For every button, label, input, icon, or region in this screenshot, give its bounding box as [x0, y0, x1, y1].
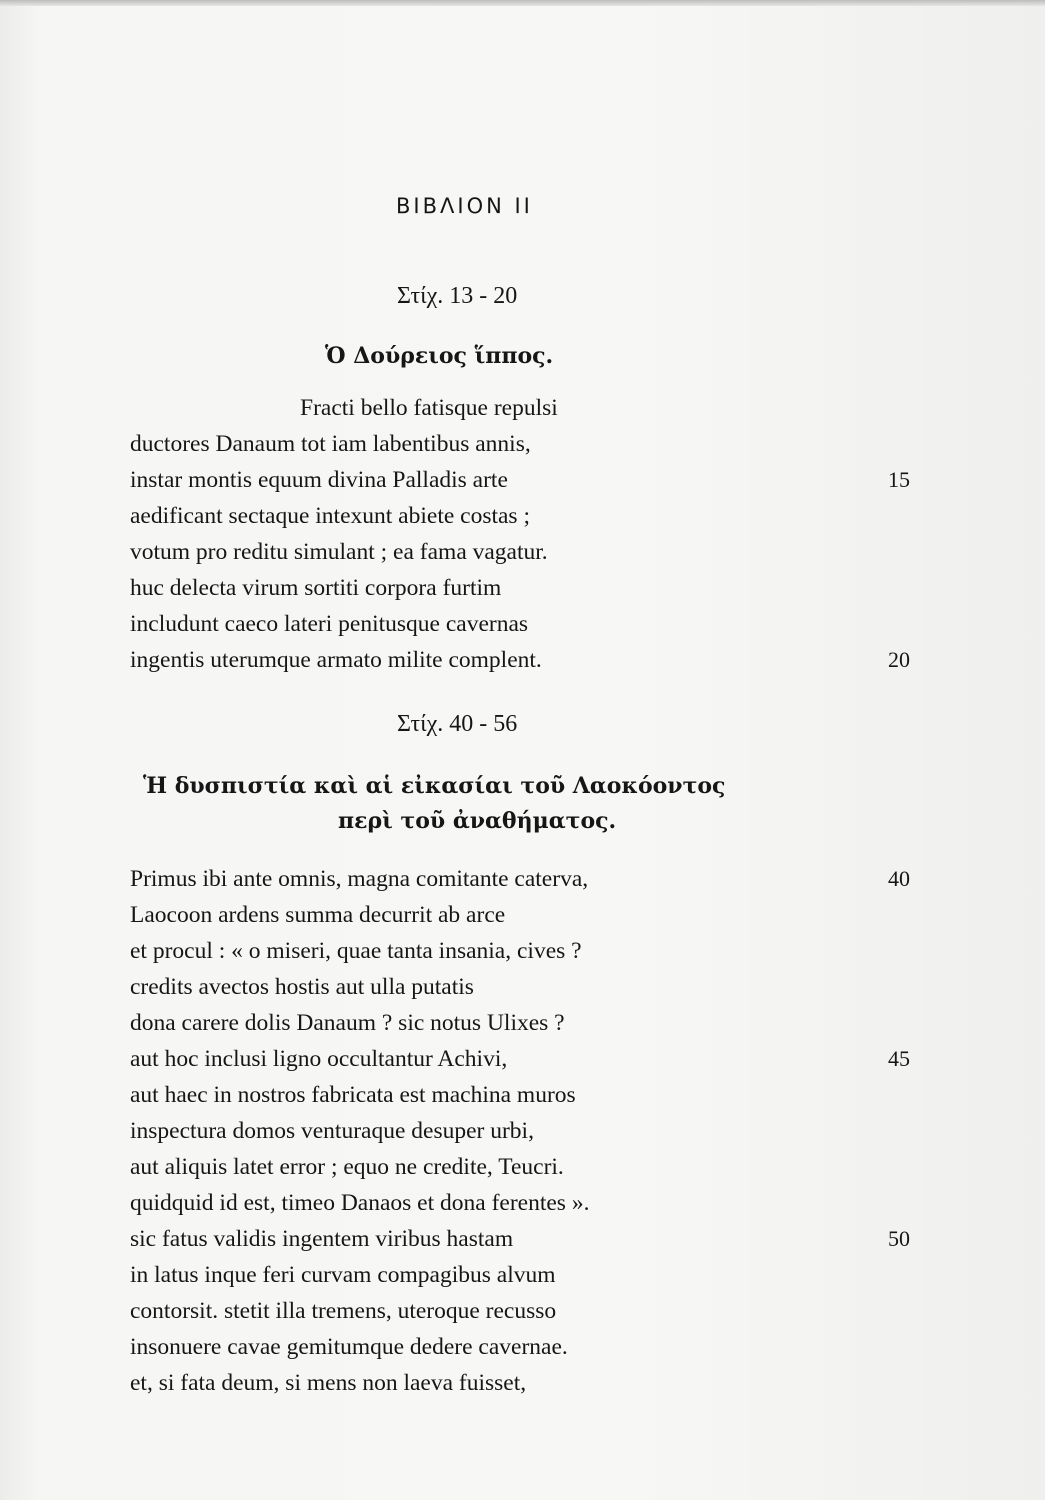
- verse-line: [130, 1365, 910, 1401]
- verse-text: Laocoon ardens summa decurrit ab arce: [130, 902, 506, 928]
- verse-line: [130, 1185, 910, 1221]
- verse-line: [130, 498, 910, 534]
- verse-line: [130, 570, 910, 606]
- verse-number: 50: [888, 1226, 910, 1251]
- section2-verse-range: Στίχ. 40 - 56: [397, 711, 518, 737]
- verse-text: ingentis uterumque armato milite complent.: [130, 647, 542, 673]
- verse-text: aut aliquis latet error ; equo ne credite, Teucri.: [130, 1154, 564, 1180]
- verse-text: ductores Danaum tot iam labentibus annis,: [130, 431, 531, 457]
- verse-text: inspectura domos venturaque desuper urbi,: [130, 1118, 534, 1144]
- section1-verse-lines: [130, 390, 910, 678]
- verse-line: [130, 861, 910, 897]
- verse-text: aut haec in nostros fabricata est machina muros: [130, 1082, 576, 1108]
- verse-line: [130, 1149, 910, 1185]
- verse-text: credits avectos hostis aut ulla putatis: [130, 974, 474, 1000]
- verse-line: [130, 1329, 910, 1365]
- verse-text: huc delecta virum sortiti corpora furtim: [130, 575, 502, 601]
- verse-number: 20: [888, 647, 910, 672]
- verse-line: [130, 534, 910, 570]
- verse-line: [130, 933, 910, 969]
- verse-number: 40: [888, 866, 910, 891]
- section1-verse-range: Στίχ. 13 - 20: [397, 283, 518, 309]
- verse-line: [130, 1041, 910, 1077]
- verse-line: [130, 969, 910, 1005]
- verse-text: includunt caeco lateri penitusque cavernas: [130, 611, 529, 637]
- verse-text: instar montis equum divina Palladis arte: [130, 467, 508, 493]
- verse-text: quidquid id est, timeo Danaos et dona ferentes ».: [130, 1190, 590, 1216]
- verse-line: [130, 897, 910, 933]
- verse-line: [130, 426, 910, 462]
- verse-text: insonuere cavae gemitumque dedere cavernae.: [130, 1334, 568, 1360]
- verse-line: [130, 1005, 910, 1041]
- verse-line: [130, 606, 910, 642]
- book-title: ΒΙΒΛΙΟΝ ΙΙ: [396, 194, 533, 218]
- verse-line: [130, 1077, 910, 1113]
- verse-number: 45: [888, 1046, 910, 1071]
- verse-line: [130, 642, 910, 678]
- verse-text: sic fatus validis ingentem viribus hastam: [130, 1226, 514, 1252]
- verse-line: [130, 1221, 910, 1257]
- page-top-edge: [0, 0, 1045, 6]
- verse-number: 15: [888, 467, 910, 492]
- verse-text: aedificant sectaque intexunt abiete costas ;: [130, 503, 530, 529]
- verse-text: contorsit. stetit illa tremens, uteroque recusso: [130, 1298, 557, 1324]
- verse-line: [130, 1293, 910, 1329]
- section1-heading: Ὁ Δούρειος ἵππος.: [325, 343, 554, 369]
- verse-line: [130, 1257, 910, 1293]
- verse-line: [130, 1113, 910, 1149]
- verse-text: votum pro reditu simulant ; ea fama vagatur.: [130, 539, 548, 565]
- verse-text: et procul : « o miseri, quae tanta insania, cives ?: [130, 938, 582, 964]
- verse-text: in latus inque feri curvam compagibus alvum: [130, 1262, 556, 1288]
- section2-heading-line1: Ἡ δυσπιστία καὶ αἱ εἰκασίαι τοῦ Λαοκόοντος: [143, 773, 726, 799]
- verse-line: [130, 462, 910, 498]
- verse-text: dona carere dolis Danaum ? sic notus Ulixes ?: [130, 1010, 565, 1036]
- verse-text: Primus ibi ante omnis, magna comitante caterva,: [130, 866, 589, 892]
- verse-text: et, si fata deum, si mens non laeva fuisset,: [130, 1370, 527, 1396]
- verse-text: aut hoc inclusi ligno occultantur Achivi,: [130, 1046, 508, 1072]
- verse-line: [130, 390, 910, 426]
- section2-heading-line2: περὶ τοῦ ἀναθήματος.: [338, 808, 617, 834]
- section2-verse-lines: [130, 861, 910, 1401]
- verse-text: Fracti bello fatisque repulsi: [300, 395, 558, 421]
